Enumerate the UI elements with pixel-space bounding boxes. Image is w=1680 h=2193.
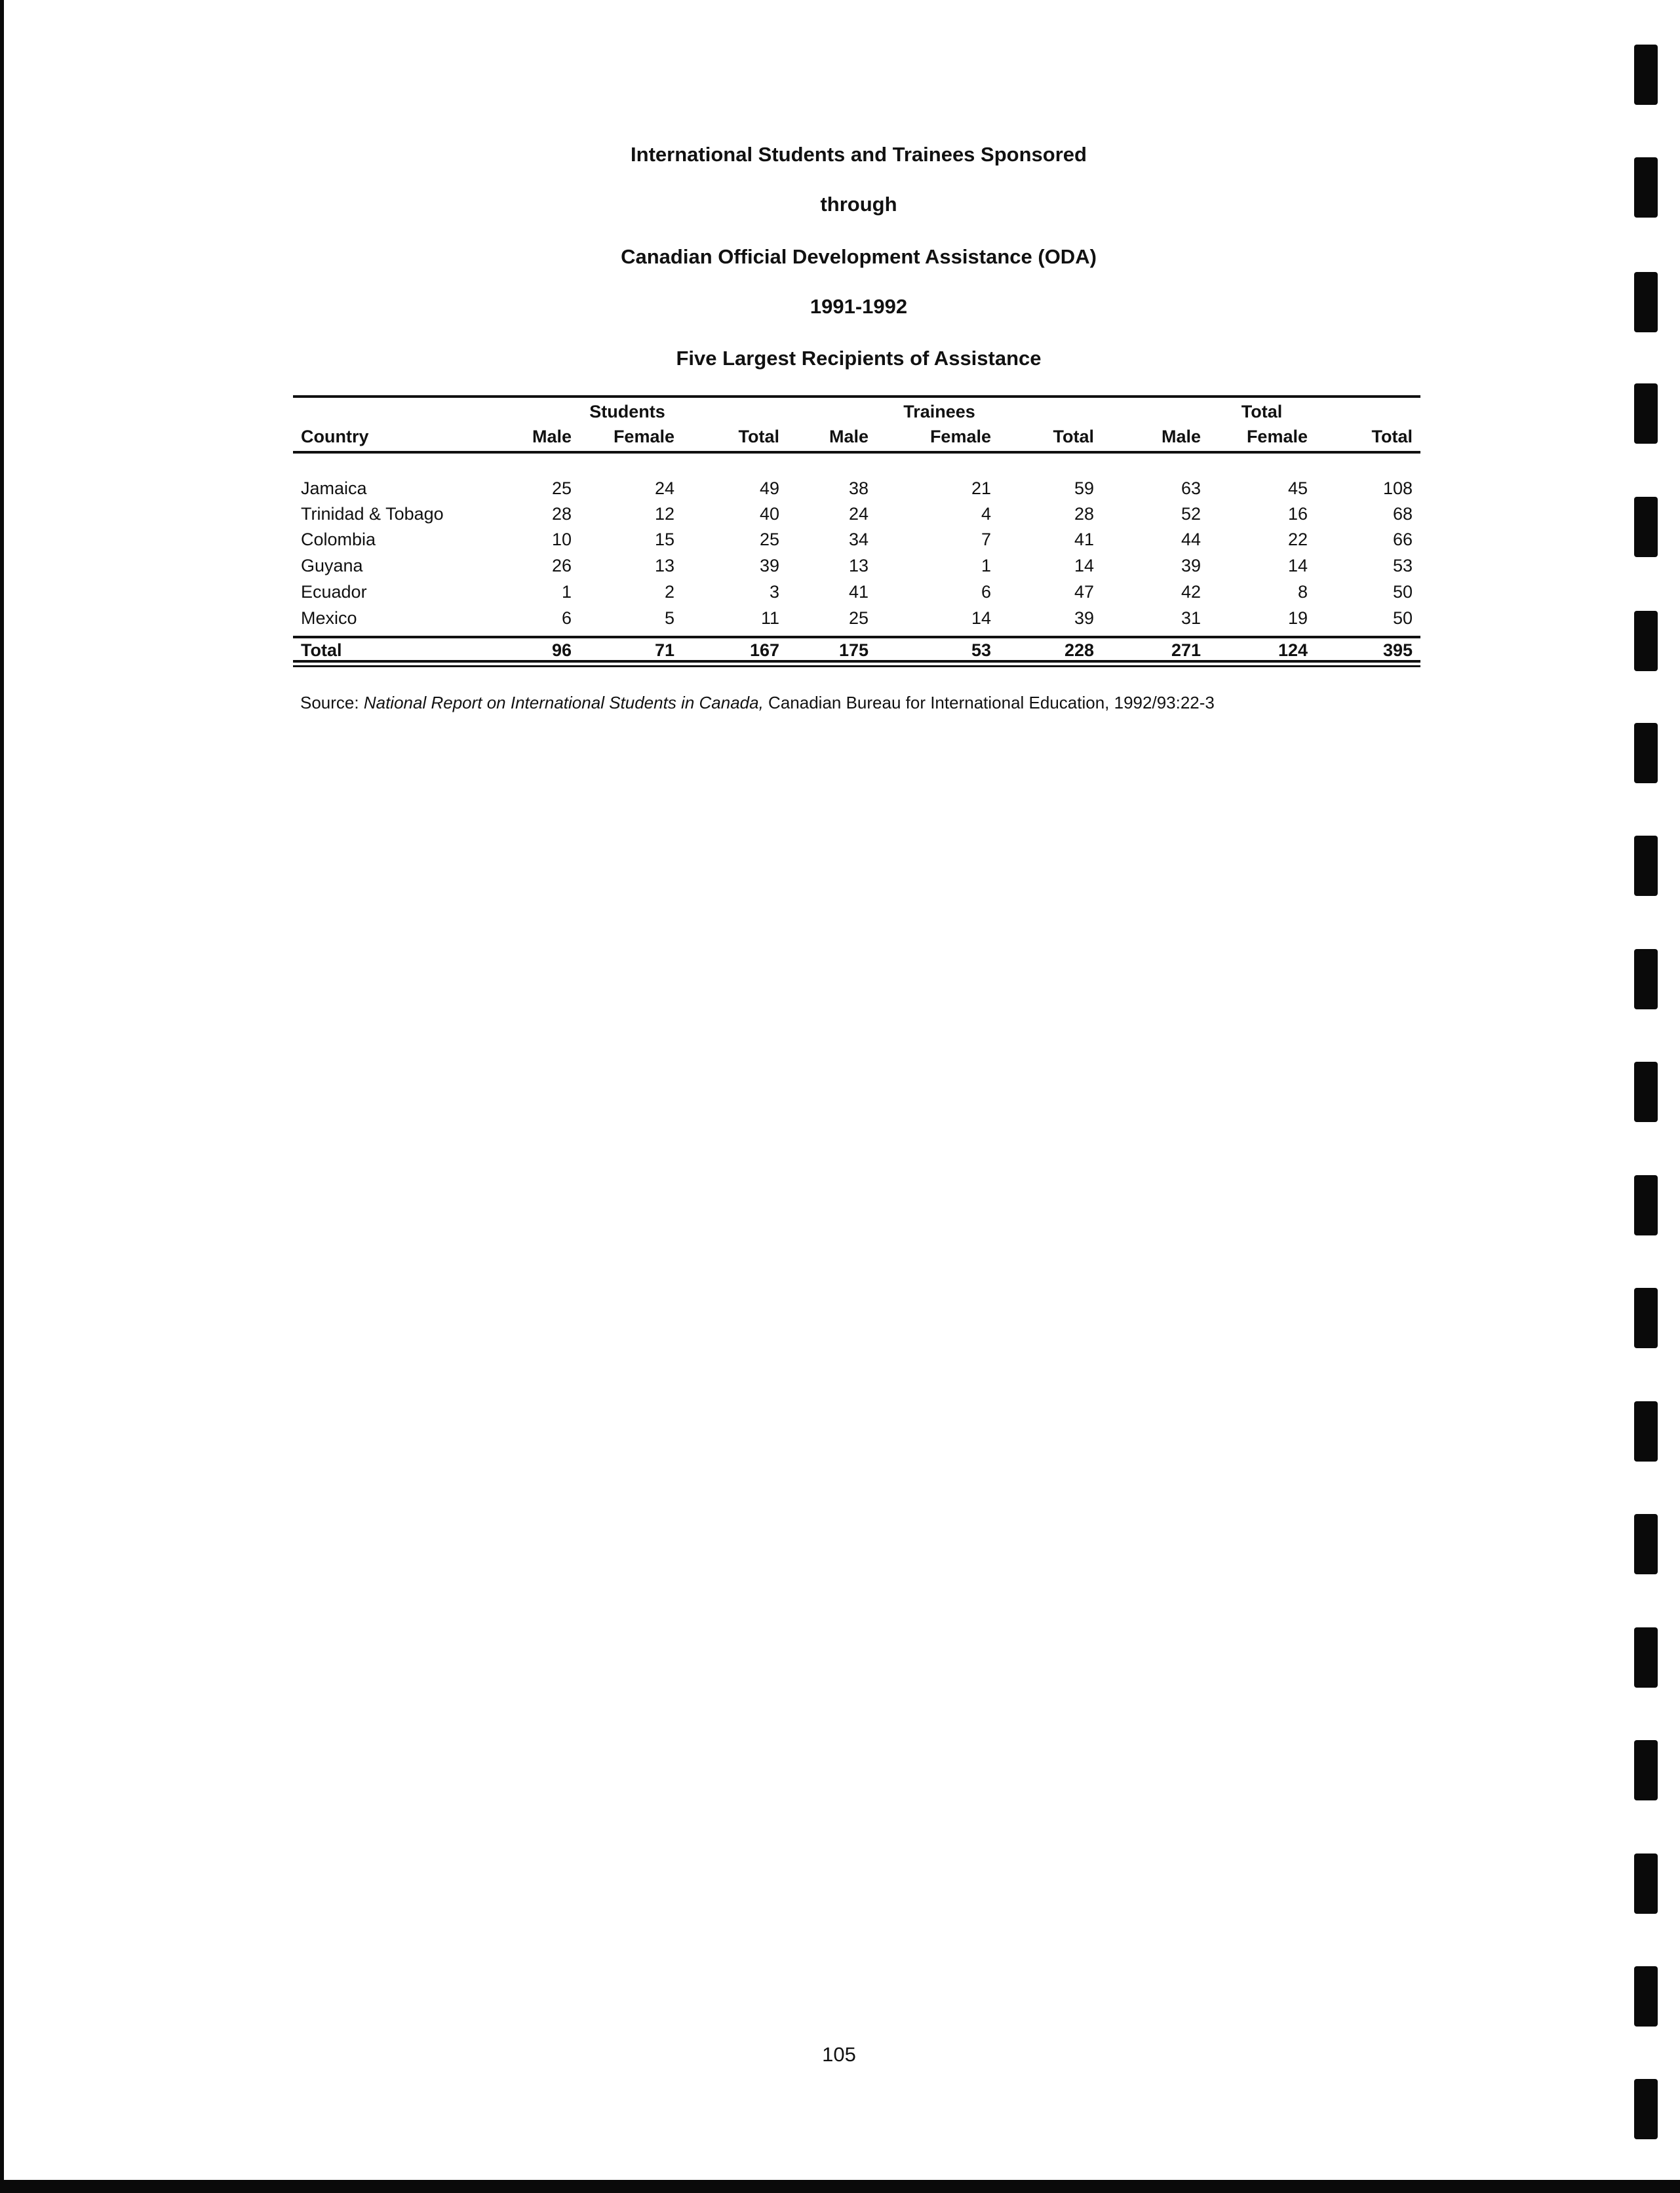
cell-trainees-total: 41 (1074, 530, 1094, 549)
row-country: Trinidad & Tobago (301, 504, 444, 524)
row-country: Colombia (301, 530, 376, 549)
cell-total-total: 68 (1392, 504, 1413, 524)
column-header-total-male: Male (1161, 427, 1201, 446)
binder-hole (1634, 2079, 1658, 2139)
column-header-trainees-female: Female (929, 427, 991, 446)
cell-trainees-total: 28 (1074, 504, 1094, 524)
total-rule-double (293, 665, 1420, 667)
scan-bottom-edge (0, 2180, 1680, 2193)
cell-total-total: 108 (1382, 478, 1413, 498)
row-country: Guyana (301, 556, 363, 575)
cell-total-female: 45 (1287, 478, 1308, 498)
cell-students-total: 49 (759, 478, 779, 498)
cell-trainees-female: 7 (981, 530, 991, 549)
total-row-label: Total (301, 640, 342, 660)
cell-students-total: 3 (769, 582, 779, 602)
cell-total-female: 8 (1297, 582, 1308, 602)
total-trainees-male: 175 (838, 640, 869, 660)
cell-total-female: 19 (1287, 608, 1308, 628)
scan-left-edge (0, 0, 4, 2193)
binder-hole (1634, 497, 1658, 557)
column-header-total-female: Female (1246, 427, 1308, 446)
cell-students-female: 12 (654, 504, 674, 524)
cell-students-female: 24 (654, 478, 674, 498)
group-header-trainees: Trainees (903, 402, 975, 421)
source-publisher: Canadian Bureau for International Education, 1992/93:22-3 (768, 693, 1215, 712)
cell-total-male: 44 (1181, 530, 1201, 549)
title-line-5: Five Largest Recipients of Assistance (676, 347, 1042, 370)
binder-hole (1634, 1288, 1658, 1348)
cell-students-male: 10 (551, 530, 572, 549)
total-total-female: 124 (1278, 640, 1308, 660)
group-header-students: Students (589, 402, 665, 421)
cell-total-total: 50 (1392, 582, 1413, 602)
cell-total-female: 22 (1287, 530, 1308, 549)
cell-trainees-total: 39 (1074, 608, 1094, 628)
binder-hole (1634, 949, 1658, 1009)
cell-students-female: 15 (654, 530, 674, 549)
total-students-total: 167 (749, 640, 779, 660)
binder-hole (1634, 1740, 1658, 1800)
table-top-rule (293, 395, 1420, 398)
binder-hole (1634, 836, 1658, 896)
column-header-total-total: Total (1371, 427, 1413, 446)
page-number: 105 (822, 2043, 856, 2066)
binder-hole (1634, 272, 1658, 332)
total-total-male: 271 (1171, 640, 1201, 660)
total-students-female: 71 (654, 640, 674, 660)
binder-hole (1634, 383, 1658, 444)
group-header-total: Total (1241, 402, 1283, 421)
cell-students-male: 1 (561, 582, 572, 602)
cell-students-total: 39 (759, 556, 779, 575)
binder-hole (1634, 157, 1658, 218)
source-prefix: Source: (300, 693, 359, 712)
cell-total-female: 16 (1287, 504, 1308, 524)
cell-trainees-total: 14 (1074, 556, 1094, 575)
binder-hole (1634, 723, 1658, 783)
column-header-trainees-total: Total (1053, 427, 1094, 446)
cell-trainees-total: 47 (1074, 582, 1094, 602)
binder-hole (1634, 611, 1658, 671)
source-note (300, 693, 1215, 713)
binder-hole (1634, 1853, 1658, 1914)
binder-hole (1634, 1966, 1658, 2027)
column-header-students-female: Female (613, 427, 674, 446)
title-line-2: through (820, 193, 897, 216)
cell-students-female: 2 (664, 582, 674, 602)
column-header-country: Country (301, 427, 369, 446)
total-trainees-total: 228 (1064, 640, 1094, 660)
cell-total-male: 42 (1181, 582, 1201, 602)
cell-trainees-total: 59 (1074, 478, 1094, 498)
cell-students-male: 26 (551, 556, 572, 575)
header-rule (293, 451, 1420, 454)
title-line-3: Canadian Official Development Assistance (ODA) (621, 245, 1097, 268)
cell-students-male: 25 (551, 478, 572, 498)
total-total-total: 395 (1382, 640, 1413, 660)
cell-trainees-male: 34 (848, 530, 869, 549)
binder-hole (1634, 45, 1658, 105)
source-report-title: National Report on International Students in Canada, (363, 693, 764, 712)
cell-students-total: 25 (759, 530, 779, 549)
total-rule-bottom (293, 660, 1420, 663)
column-header-trainees-male: Male (829, 427, 869, 446)
binder-hole (1634, 1401, 1658, 1462)
cell-trainees-female: 14 (971, 608, 991, 628)
cell-total-total: 66 (1392, 530, 1413, 549)
cell-students-male: 6 (561, 608, 572, 628)
column-header-students-male: Male (532, 427, 572, 446)
cell-trainees-male: 38 (848, 478, 869, 498)
cell-students-total: 40 (759, 504, 779, 524)
binder-hole (1634, 1062, 1658, 1122)
cell-students-female: 13 (654, 556, 674, 575)
column-header-students-total: Total (738, 427, 779, 446)
cell-total-total: 53 (1392, 556, 1413, 575)
row-country: Jamaica (301, 478, 367, 498)
cell-students-female: 5 (664, 608, 674, 628)
binder-hole (1634, 1514, 1658, 1574)
total-rule-top (293, 636, 1420, 638)
row-country: Ecuador (301, 582, 367, 602)
cell-total-male: 52 (1181, 504, 1201, 524)
cell-trainees-female: 21 (971, 478, 991, 498)
total-trainees-female: 53 (971, 640, 991, 660)
cell-trainees-female: 6 (981, 582, 991, 602)
cell-students-total: 11 (760, 608, 779, 628)
cell-trainees-male: 41 (848, 582, 869, 602)
cell-total-male: 63 (1181, 478, 1201, 498)
cell-total-total: 50 (1392, 608, 1413, 628)
cell-students-male: 28 (551, 504, 572, 524)
cell-trainees-male: 24 (848, 504, 869, 524)
cell-total-male: 39 (1181, 556, 1201, 575)
cell-trainees-male: 25 (848, 608, 869, 628)
total-students-male: 96 (551, 640, 572, 660)
row-country: Mexico (301, 608, 357, 628)
binder-hole (1634, 1627, 1658, 1688)
cell-trainees-female: 4 (981, 504, 991, 524)
binder-hole (1634, 1175, 1658, 1235)
cell-trainees-male: 13 (848, 556, 869, 575)
title-line-4: 1991-1992 (810, 295, 908, 318)
cell-total-female: 14 (1287, 556, 1308, 575)
title-line-1: International Students and Trainees Sponsored (631, 143, 1087, 166)
cell-total-male: 31 (1181, 608, 1201, 628)
cell-trainees-female: 1 (981, 556, 991, 575)
